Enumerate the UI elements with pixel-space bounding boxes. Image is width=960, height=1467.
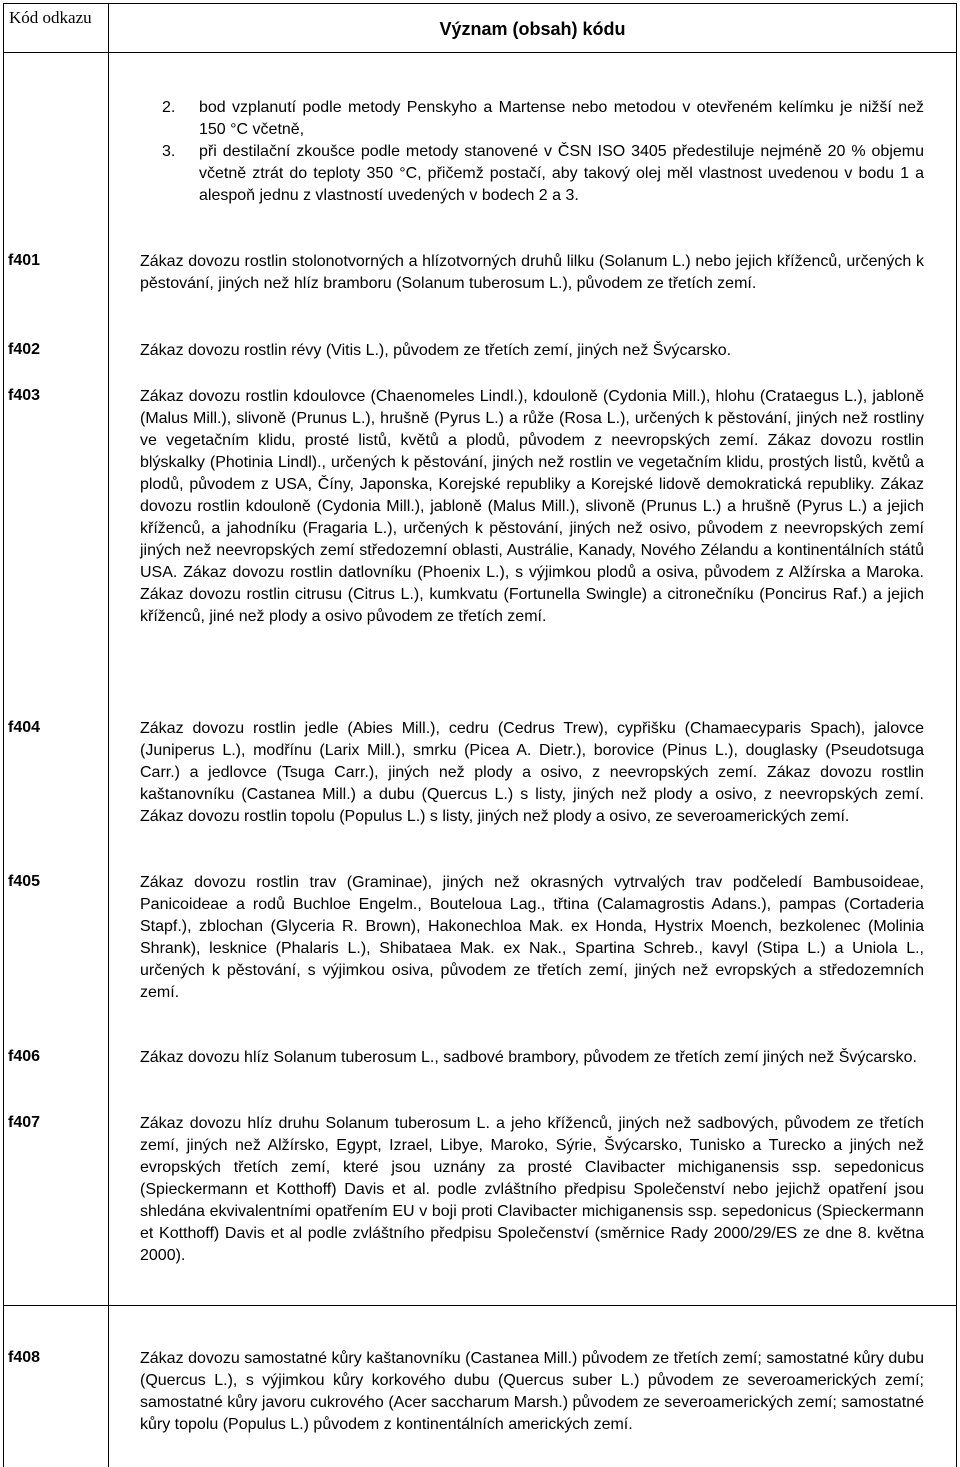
row-text [140,872,924,1004]
row-text [140,340,924,362]
row-code: f406 [8,1048,41,1065]
row-divider [3,1305,957,1306]
row-paragraph: Zákaz dovozu samostatné kůry kaštanovníku (Castanea Mill.) původem ze třetích zemí; samostatné kůry dubu (Quercus L.), s výjimkou kůry korkového dubu (Quercus suber L.) původem ze severoamerických zemí; samostatné kůry javoru cukrového (Acer saccharum Marsh.) původem ze severoamerických zemí; samostatné kůry topolu (Populus L.) původem z kontinentálních amerických zemí. [140,1350,924,1433]
row-paragraph: Zákaz dovozu rostlin trav (Graminae), jiných než okrasných vytrvalých trav podčeledí Bambusoideae, Panicoideae a rodů Buchloe Engelm., Bouteloua Lag., třtina (Calamagrostis Adans.), pampas (Cortaderia Stapf.), zblochan (Glyceria R. Brown), Hakonechloa Mak. ex Honda, Hystrix Moench, bezkolenec (Molinia Shrank), lesknice (Phalaris L.), Shibataea Mak. ex Nak., Spartina Schreb., kavyl (Stipa L.) a Uniola L., určených k pěstování, s výjimkou osiva, původem ze třetích zemí, jiných než evropských a středozemních zemí. [140,874,924,1001]
row-text [140,251,924,295]
header-code-label: Kód odkazu [9,8,92,27]
continuation-list [140,97,924,207]
list-item-number: 2. [162,99,176,116]
row-paragraph: Zákaz dovozu rostlin révy (Vitis L.), původem ze třetích zemí, jiných než Švýcarsko. [140,342,732,359]
column-divider [108,52,109,1467]
row-code: f404 [8,719,41,736]
row-code: f402 [8,341,41,358]
list-item-text: bod vzplanutí podle metody Penskyho a Martense nebo metodou v otevřeném kelímku je nižší než 150 °C včetně, [199,99,924,138]
row-paragraph: Zákaz dovozu rostlin stolonotvorných a hlízotvorných druhů lilku (Solanum L.) nebo jejich kříženců, určených k pěstování, jiných než hlíz bramboru (Solanum tuberosum L.), původem ze třetích zemí. [140,253,924,292]
row-text [140,1348,924,1436]
row-paragraph: Zákaz dovozu hlíz druhu Solanum tuberosum L. a jeho kříženců, jiných než sadbových, původem ze třetích zemí, jiných než Alžírsko, Egypt, Izrael, Libye, Maroko, Sýrie, Švýcarsko, Tunisko a Turecko a jiných než evropských třetích zemí, které jsou uznány za prosté Clavibacter michiganensis ssp. sepedonicus (Spieckermann et Kotthoff) Davis et al. podle zvláštního předpisu Společenství nebo jejichž opatření jsou shledána ekvivalentními opatřením EU v boji proti Clavibacter michiganensis ssp. sepedonicus (Spieckermann et Kotthoff) Davis et al podle zvláštního předpisu Společenství (směrnice Rady 2000/29/ES ze dne 8. května 2000). [140,1115,924,1264]
row-paragraph: Zákaz dovozu rostlin jedle (Abies Mill.), cedru (Cedrus Trew), cypřišku (Chamaecyparis Spach), jalovce (Juniperus L.), modřínu (Larix Mill.), smrku (Picea A. Dietr.), borovice (Pinus L.), douglasky (Pseudotsuga Carr.) a jedlovce (Tsuga Carr.), jiných než plody a osivo, z neevropských zemí. Zákaz dovozu rostlin kaštanovníku (Castanea Mill.) a dubu (Quercus L.) s listy, jiných než plody a osivo, z neevropských zemí. Zákaz dovozu rostlin topolu (Populus L.) s listy, jiných než plody a osivo, ze severoamerických zemí. [140,720,924,825]
row-text [140,1113,924,1267]
list-item [140,141,924,207]
row-code: f403 [8,387,41,404]
list-item [140,97,924,141]
header-meaning-label: Význam (obsah) kódu [439,18,626,39]
row-text [140,718,924,828]
row-text [140,1047,924,1069]
row-code: f407 [8,1114,41,1131]
header-meaning-cell [108,3,957,53]
row-code: f405 [8,873,41,890]
row-text [140,386,924,628]
list-item-text: při destilační zkoušce podle metody stanovené v ČSN ISO 3405 předestiluje nejméně 20 % objemu včetně ztrát do teploty 350 °C, přičemž postačí, aby takový olej měl vlastnost uvedenou v bodu 1 a alespoň jednu z vlastností uvedených v bodech 2 a 3. [199,143,924,204]
row-code: f408 [8,1349,41,1366]
row-paragraph: Zákaz dovozu hlíz Solanum tuberosum L., sadbové brambory, původem ze třetích zemí jiných než Švýcarsko. [140,1049,917,1066]
row-code: f401 [8,252,41,269]
row-paragraph: Zákaz dovozu rostlin kdoulovce (Chaenomeles Lindl.), kdouloně (Cydonia Mill.), hlohu (Crataegus L.), jabloně (Malus Mill.), slivoně (Prunus L.), hrušně (Pyrus L.) a růže (Rosa L.), určených k pěstování, jiných než rostliny ve vegetačním klidu, prosté listů, květů a plodů, původem z neevropských zemí. Zákaz dovozu rostlin blýskalky (Photinia Lindl)., určených k pěstování, jiných než rostlin ve vegetačním klidu, prostých listů, květů a plodů, původem z USA, Číny, Japonska, Korejské republiky a Korejské lidově demokratická republiky. Zákaz dovozu rostlin kdouloně (Cydonia Mill.), jabloně (Malus Mill.), slivoně (Prunus L.) a hrušně (Pyrus L.) a jejich kříženců, a jahodníku (Fragaria L.), určených k pěstování, jiných než osivo, původem z neevropských zemí jiných než neevropských zemí středozemní oblasti, Austrálie, Kanady, Nového Zélandu a kontinentálních států USA. Zákaz dovozu rostlin datlovníku (Phoenix L.), s výjimkou plodů a osiva, původem z Alžírska a Maroka. Zákaz dovozu rostlin citrusu (Citrus L.), kumkvatu (Fortunella Swingle) a citronečníku (Poncirus Raf.) a jejich kříženců, jiné než plody a osivo původem ze třetích zemí. [140,388,924,625]
header-code-cell [3,3,109,53]
list-item-number: 3. [162,143,176,160]
